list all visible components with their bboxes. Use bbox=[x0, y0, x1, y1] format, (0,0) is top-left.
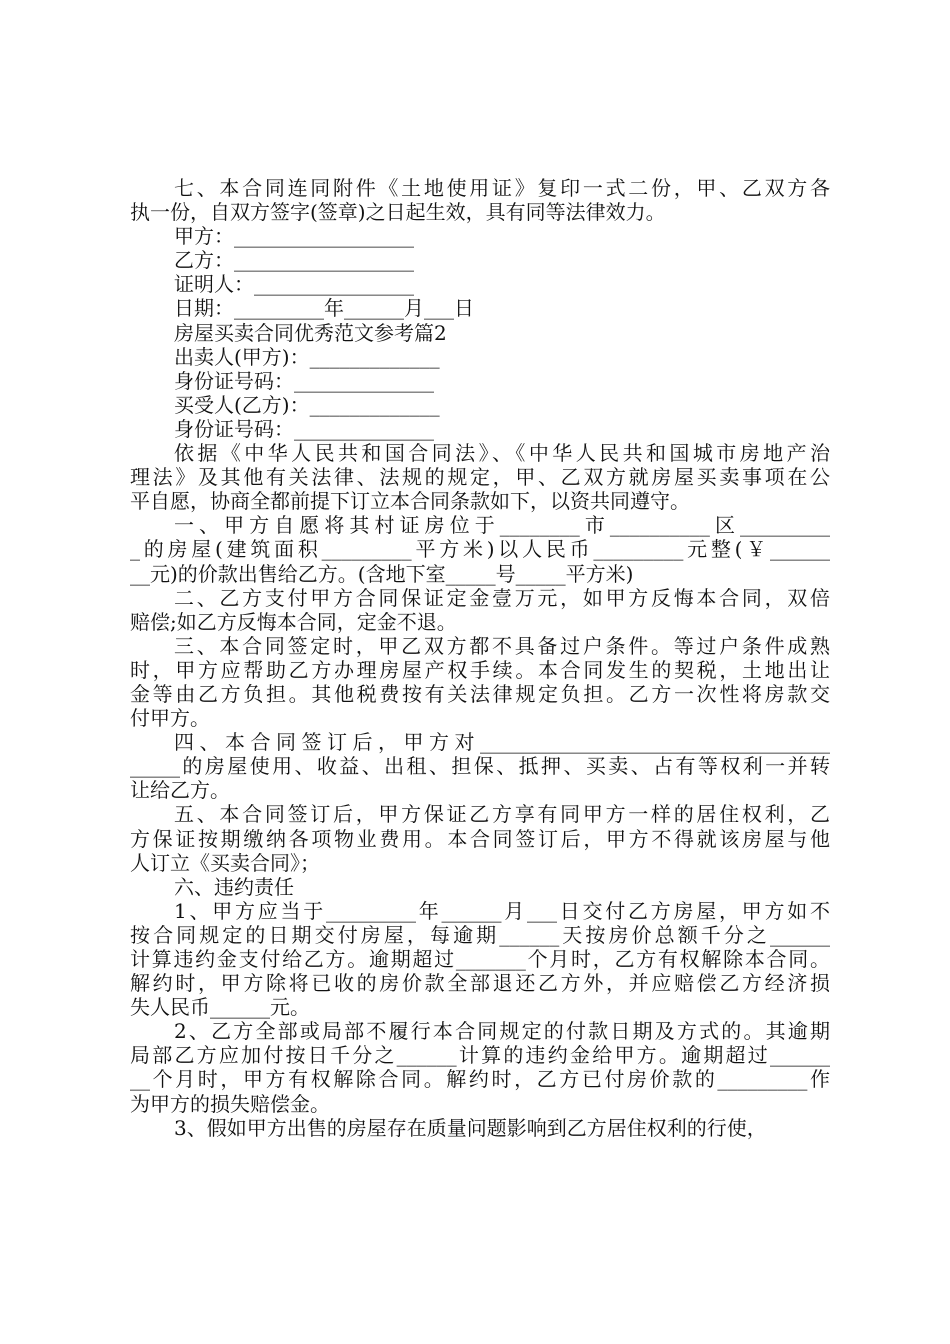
text-line: 一、甲方自愿将其村证房位于________市__________区_________ bbox=[174, 513, 830, 538]
text-line: 身份证号码：______________ bbox=[174, 416, 434, 441]
text-line: 1、甲方应当于_________年______月___日交付乙方房屋，甲方如不 bbox=[174, 898, 830, 923]
text-line: 二、乙方支付甲方合同保证定金壹万元，如甲方反悔本合同，双倍 bbox=[174, 585, 830, 610]
text-line: 甲方：__________________ bbox=[174, 224, 414, 249]
text-line: 付甲方。 bbox=[130, 706, 210, 731]
text-line: 让给乙方。 bbox=[130, 778, 230, 803]
text-line: 赔偿;如乙方反悔本合同，定金不退。 bbox=[130, 609, 457, 634]
text-line: 七、本合同连同附件《土地使用证》复印一式二份，甲、乙双方各 bbox=[174, 176, 830, 200]
text-line: 局部乙方应加付按日千分之______计算的违约金给甲方。逾期超过______ bbox=[130, 1043, 830, 1068]
text-line: 三、本合同签定时，甲乙双方都不具备过户条件。等过户条件成熟 bbox=[174, 633, 830, 658]
text-line: 失人民币______元。 bbox=[130, 995, 310, 1020]
text-line: 方保证按期缴纳各项物业费用。本合同签订后，甲方不得就该房屋与他 bbox=[130, 826, 830, 851]
text-line: 证明人：________________ bbox=[174, 272, 414, 297]
text-line: __个月时，甲方有权解除合同。解约时，乙方已付房价款的_________作 bbox=[130, 1067, 830, 1092]
text-line: _的房屋(建筑面积_________平方米)以人民币_________元整(￥______ bbox=[130, 537, 830, 562]
text-line: 金等由乙方负担。其他税费按有关法律规定负担。乙方一次性将房款交 bbox=[130, 681, 830, 706]
text-line: __元)的价款出售给乙方。(含地下室_____号_____平方米) bbox=[130, 561, 634, 586]
contract-text bbox=[130, 176, 830, 1140]
text-line: 解约时，甲方除将已收的房价款全部退还乙方外，并应赔偿乙方经济损 bbox=[130, 971, 830, 996]
text-line: 3、假如甲方出售的房屋存在质量问题影响到乙方居住权利的行使， bbox=[174, 1115, 767, 1140]
text-line: 计算违约金支付给乙方。逾期超过_______个月时，乙方有权解除本合同。 bbox=[130, 947, 830, 971]
text-line: 日期：_________年______月___日 bbox=[174, 296, 474, 321]
text-line: 按合同规定的日期交付房屋，每逾期______天按房价总额千分之______ bbox=[130, 922, 830, 947]
text-line: 四、本合同签订后，甲方对___________________________________ bbox=[174, 730, 830, 755]
text-line: 买受人(乙方)：_____________ bbox=[174, 392, 440, 417]
text-line: 房屋买卖合同优秀范文参考篇2 bbox=[174, 320, 447, 345]
text-line: 出卖人(甲方)：_____________ bbox=[174, 344, 440, 369]
text-line: 身份证号码：______________ bbox=[174, 368, 434, 393]
text-line: 时，甲方应帮助乙方办理房屋产权手续。本合同发生的契税，土地出让 bbox=[130, 657, 830, 682]
text-line: 五、本合同签订后，甲方保证乙方享有同甲方一样的居住权利，乙 bbox=[174, 802, 830, 827]
text-line: 依据《中华人民共和国合同法》、《中华人民共和国城市房地产治 bbox=[174, 441, 830, 466]
text-line: 人订立《买卖合同》； bbox=[130, 850, 320, 875]
text-line: 理法》及其他有关法律、法规的规定，甲、乙双方就房屋买卖事项在公 bbox=[130, 465, 830, 490]
text-line: 2、乙方全部或局部不履行本合同规定的付款日期及方式的。其逾期 bbox=[174, 1019, 830, 1044]
text-line: 为甲方的损失赔偿金。 bbox=[130, 1091, 330, 1116]
text-line: 平自愿，协商全都前提下订立本合同条款如下，以资共同遵守。 bbox=[130, 489, 690, 514]
text-line: _____的房屋使用、收益、出租、担保、抵押、买卖、占有等权利一并转 bbox=[130, 754, 830, 779]
text-line: 乙方：__________________ bbox=[174, 248, 414, 273]
text-line: 六、违约责任 bbox=[174, 874, 294, 899]
text-line: 执一份，自双方签字(签章)之日起生效，具有同等法律效力。 bbox=[130, 200, 666, 225]
